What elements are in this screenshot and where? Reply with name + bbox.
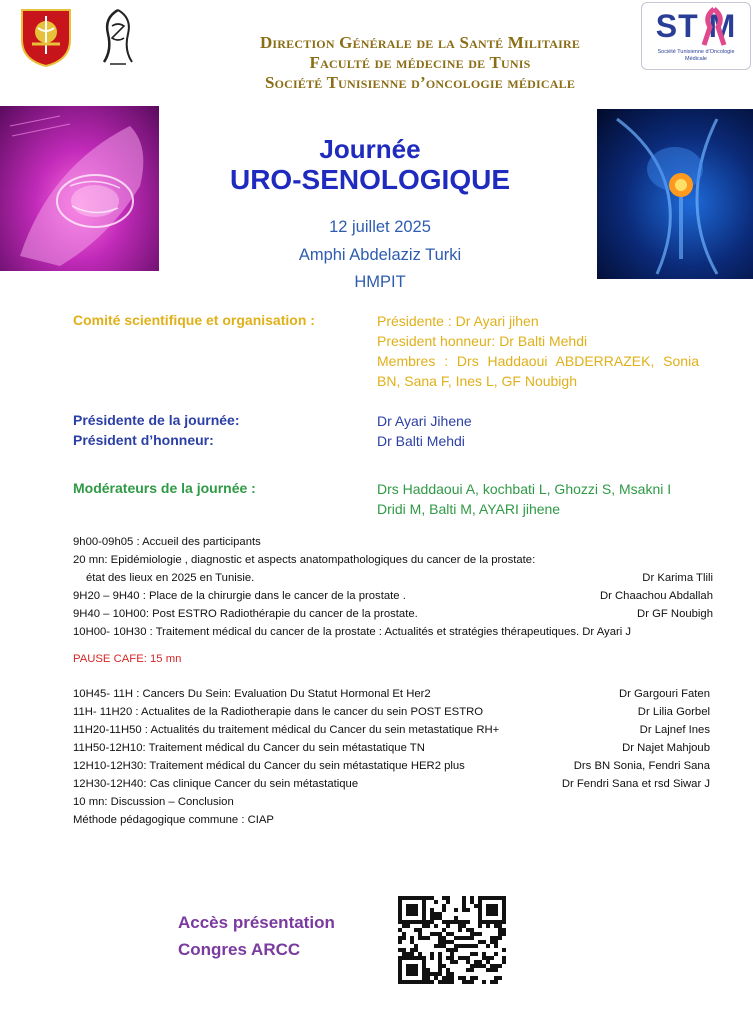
program-speaker: Dr Chaachou Abdallah <box>599 590 713 602</box>
title-line-1: Journée <box>319 134 421 164</box>
moderators-line-2: Dridi M, Balti M, AYARI jihene <box>377 501 561 517</box>
moderators-line-1: Drs Haddaoui A, kochbati L, Ghozzi S, Msakni I <box>377 481 672 497</box>
program-row <box>73 569 713 587</box>
program-text: 10 mn: Discussion – Conclusion <box>73 796 234 808</box>
program-row <box>73 739 713 757</box>
event-date: 12 juillet 2025 <box>329 218 431 236</box>
program-text: 11H50-12H10: Traitement médical du Cancer du sein métastatique TN <box>73 742 425 754</box>
program-row <box>73 775 713 793</box>
program-speaker: Drs BN Sonia, Fendri Sana <box>573 760 710 772</box>
program-morning <box>73 533 713 641</box>
moderators-label: Modérateurs de la journée : <box>73 480 256 496</box>
program-text: 9h00-09h05 : Accueil des participants <box>73 536 261 548</box>
committee-line-4: BN, Sana F, Ines L, GF Noubigh <box>377 373 577 389</box>
coffee-break: PAUSE CAFE: 15 mn <box>73 653 182 665</box>
program-text: 10H45- 11H : Cancers Du Sein: Evaluation Du Statut Hormonal Et Her2 <box>73 688 431 700</box>
honorary-president-value: Dr Balti Mehdi <box>377 433 465 449</box>
program-speaker: Dr Najet Mahjoub <box>622 742 710 754</box>
faculty-logo <box>94 4 142 68</box>
program-row <box>73 757 713 775</box>
honorary-president-label: Président d’honneur: <box>73 432 214 448</box>
program-row <box>73 721 713 739</box>
access-label-1: Accès présentation <box>178 913 335 932</box>
program-row <box>73 533 713 551</box>
header-line-2: Faculté de médecine de Tunis <box>309 53 531 72</box>
program-row <box>73 551 713 569</box>
stom-logo-subtitle: Société Tunisienne d’Oncologie Médicale <box>657 49 735 62</box>
program-late-morning <box>73 685 713 829</box>
program-speaker: Dr Lajnef Ines <box>639 724 710 736</box>
program-speaker: Dr Lilia Gorbel <box>637 706 710 718</box>
program-text: 11H- 11H20 : Actualites de la Radiotherapie dans le cancer du sein POST ESTRO <box>73 706 484 718</box>
military-health-logo <box>18 4 74 68</box>
program-row <box>73 623 713 641</box>
header-line-1: Direction Générale de la Santé Militaire <box>259 33 581 52</box>
program-text: 12H10-12H30: Traitement médical du Cancer du sein métastatique HER2 plus <box>73 760 465 772</box>
stom-logo-text: ST M <box>655 8 737 44</box>
event-place: HMPIT <box>354 273 406 291</box>
program-speaker: Dr Fendri Sana et rsd Siwar J <box>561 778 710 790</box>
program-text: 9H40 – 10H00: Post ESTRO Radiothérapie du cancer de la prostate. <box>73 608 418 620</box>
header-line-3: Société Tunisienne d’oncologie médicale <box>264 73 576 92</box>
program-text: 12H30-12H40: Cas clinique Cancer du sein métastatique <box>73 778 359 790</box>
program-text: Méthode pédagogique commune : CIAP <box>73 814 274 826</box>
pink-ribbon-icon <box>700 7 728 47</box>
qr-code[interactable] <box>398 896 506 984</box>
president-value: Dr Ayari Jihene <box>377 413 472 429</box>
program-speaker: Dr Gargouri Faten <box>618 688 710 700</box>
program-row <box>73 703 713 721</box>
committee-label: Comité scientifique et organisation : <box>73 312 315 328</box>
program-text: 11H20-11H50 : Actualités du traitement médical du Cancer du sein metastatique RH+ <box>73 724 500 736</box>
access-label-2: Congres ARCC <box>178 940 301 959</box>
program-row <box>73 605 713 623</box>
breast-illustration <box>0 106 159 271</box>
program-text: 9H20 – 9H40 : Place de la chirurgie dans le cancer de la prostate . <box>73 590 406 602</box>
program-text: 20 mn: Epidémiologie , diagnostic et aspects anatompathologiques du cancer de la prostate: <box>73 554 536 566</box>
program-text: 10H00- 10H30 : Traitement médical du cancer de la prostate : Actualités et stratégies thérapeutiques. Dr Ayari J <box>73 626 632 638</box>
committee-line-2: President honneur: Dr Balti Mehdi <box>377 333 588 349</box>
program-row <box>73 685 713 703</box>
committee-line-1: Présidente : Dr Ayari jihen <box>377 313 539 329</box>
program-text: état des lieux en 2025 en Tunisie. <box>86 572 255 584</box>
prostate-illustration <box>597 109 753 279</box>
program-row <box>73 587 713 605</box>
title-line-2: URO-SENOLOGIQUE <box>229 164 510 195</box>
committee-line-3: Membres : Drs Haddaoui ABDERRAZEK, Sonia <box>377 353 699 369</box>
program-row <box>73 811 713 829</box>
program-row <box>73 793 713 811</box>
event-venue: Amphi Abdelaziz Turki <box>298 246 462 264</box>
program-speaker: Dr Karima Tlili <box>642 572 713 584</box>
president-label: Présidente de la journée: <box>73 412 240 428</box>
program-speaker: Dr GF Noubigh <box>637 608 713 620</box>
